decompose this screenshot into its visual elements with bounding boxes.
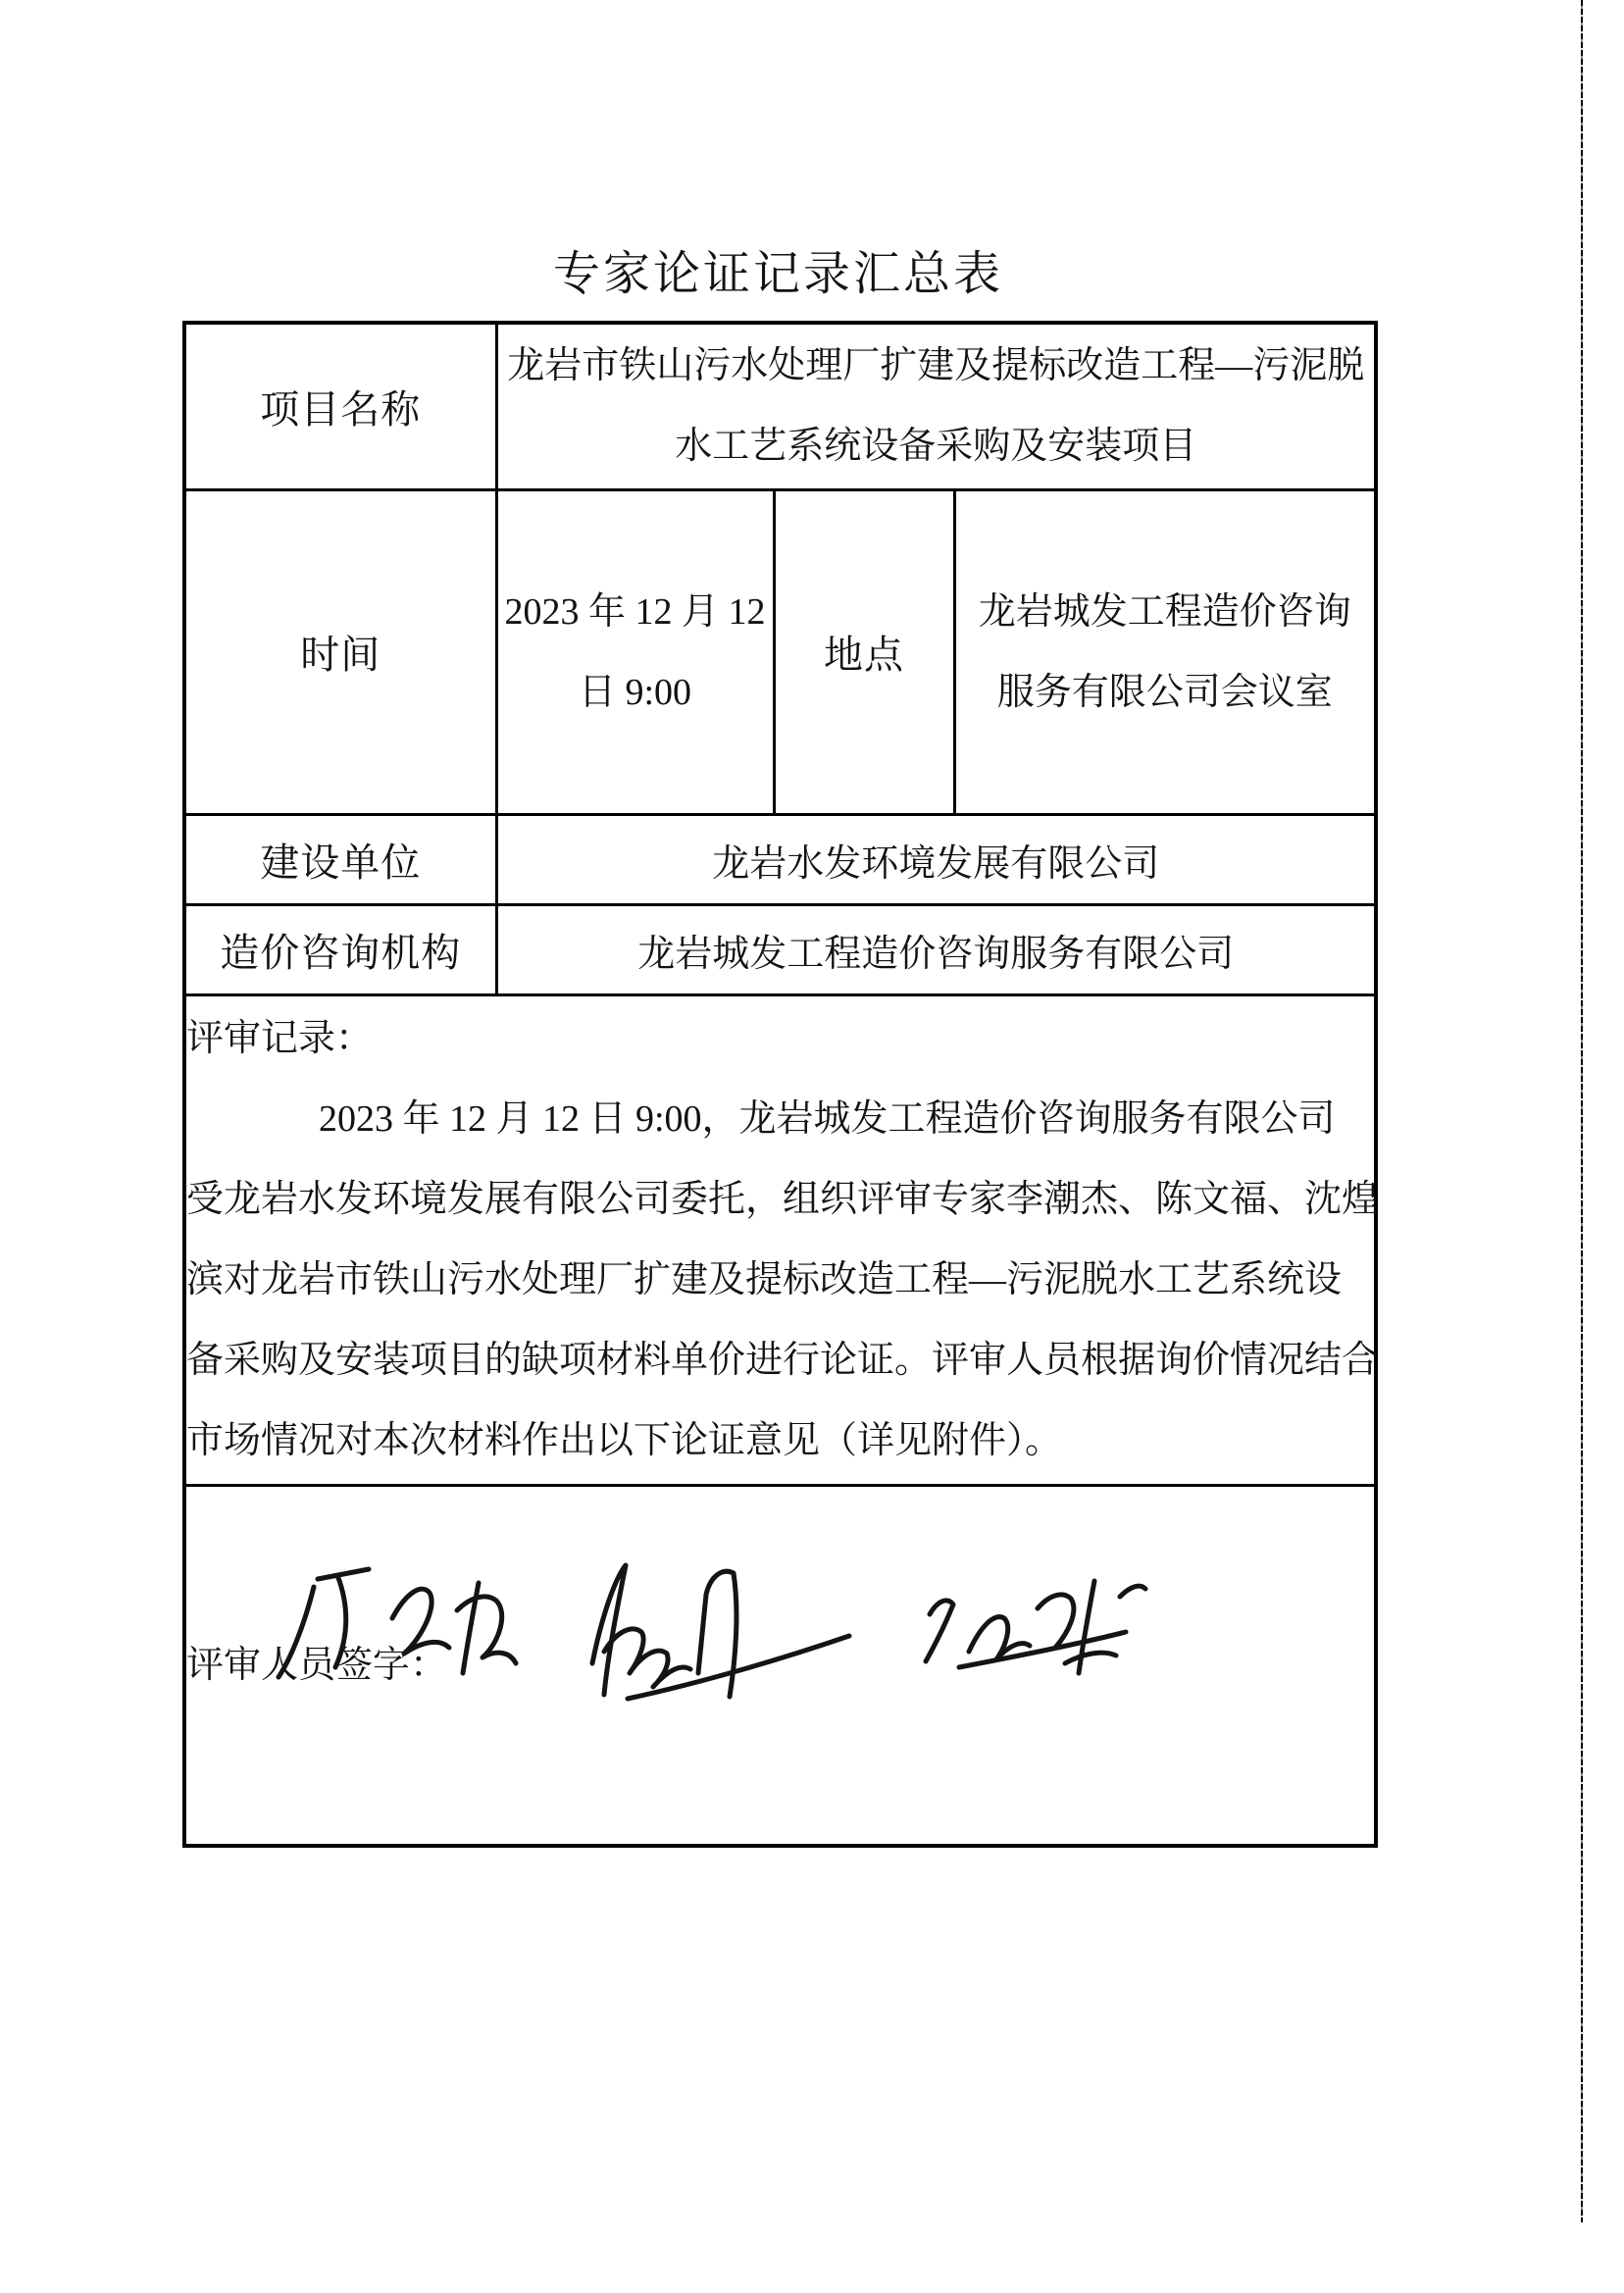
review-record-label: 评审记录： [186, 1018, 374, 1059]
place-value-line-1: 龙岩城发工程造价咨询 [978, 590, 1351, 633]
signature-shen-huangbin [926, 1581, 1145, 1673]
row-cost-consultant [184, 904, 1376, 994]
project-name-value [496, 323, 1376, 489]
project-name-line-1: 龙岩市铁山污水处理厂扩建及提标改造工程—污泥脱 [507, 345, 1365, 387]
row-signatures [184, 1485, 1376, 1846]
signature-li-chaojie [592, 1565, 849, 1699]
cost-consultant-value: 龙岩城发工程造价咨询服务有限公司 [496, 904, 1376, 994]
construction-unit-value: 龙岩水发环境发展有限公司 [496, 814, 1376, 904]
row-time-place [184, 489, 1376, 814]
row-review-record [184, 994, 1376, 1485]
handwritten-signatures [275, 1557, 1275, 1734]
review-record-line-1: 2023 年 12 月 12 日 9:00，龙岩城发工程造价咨询服务有限公司 [319, 1098, 1336, 1140]
place-label: 地点 [774, 489, 954, 814]
signature-label: 评审人员签字： [186, 1644, 448, 1686]
review-record-line-4: 备采购及安装项目的缺项材料单价进行论证。评审人员根据询价情况结合 [186, 1340, 1380, 1381]
row-construction-unit [184, 814, 1376, 904]
time-value [496, 489, 774, 814]
page-title: 专家论证记录汇总表 [552, 248, 1003, 300]
construction-unit-label: 建设单位 [184, 814, 496, 904]
cost-consultant-label: 造价咨询机构 [184, 904, 496, 994]
review-record-line-5: 市场情况对本次材料作出以下论证意见（详见附件）。 [186, 1420, 1063, 1461]
project-name-line-2: 水工艺系统设备采购及安装项目 [675, 426, 1197, 468]
review-record-line-2: 受龙岩水发环境发展有限公司委托，组织评审专家李潮杰、陈文福、沈煌 [186, 1179, 1380, 1220]
review-record-cell [184, 994, 1380, 1485]
time-value-line-2: 日 9:00 [578, 671, 692, 713]
signature-cell [184, 1485, 1376, 1846]
place-value [954, 489, 1376, 814]
row-project-name [184, 323, 1376, 489]
scan-artifact-line [1581, 0, 1583, 2222]
time-value-line-1: 2023 年 12 月 12 [504, 590, 766, 633]
expert-review-summary-table [182, 321, 1378, 1848]
signature-chen-wenfu [279, 1569, 516, 1677]
review-record-line-3: 滨对龙岩市铁山污水处理厂扩建及提标改造工程—污泥脱水工艺系统设 [186, 1259, 1343, 1300]
time-label: 时间 [184, 489, 496, 814]
project-name-label: 项目名称 [184, 323, 496, 489]
place-value-line-2: 服务有限公司会议室 [996, 671, 1333, 713]
